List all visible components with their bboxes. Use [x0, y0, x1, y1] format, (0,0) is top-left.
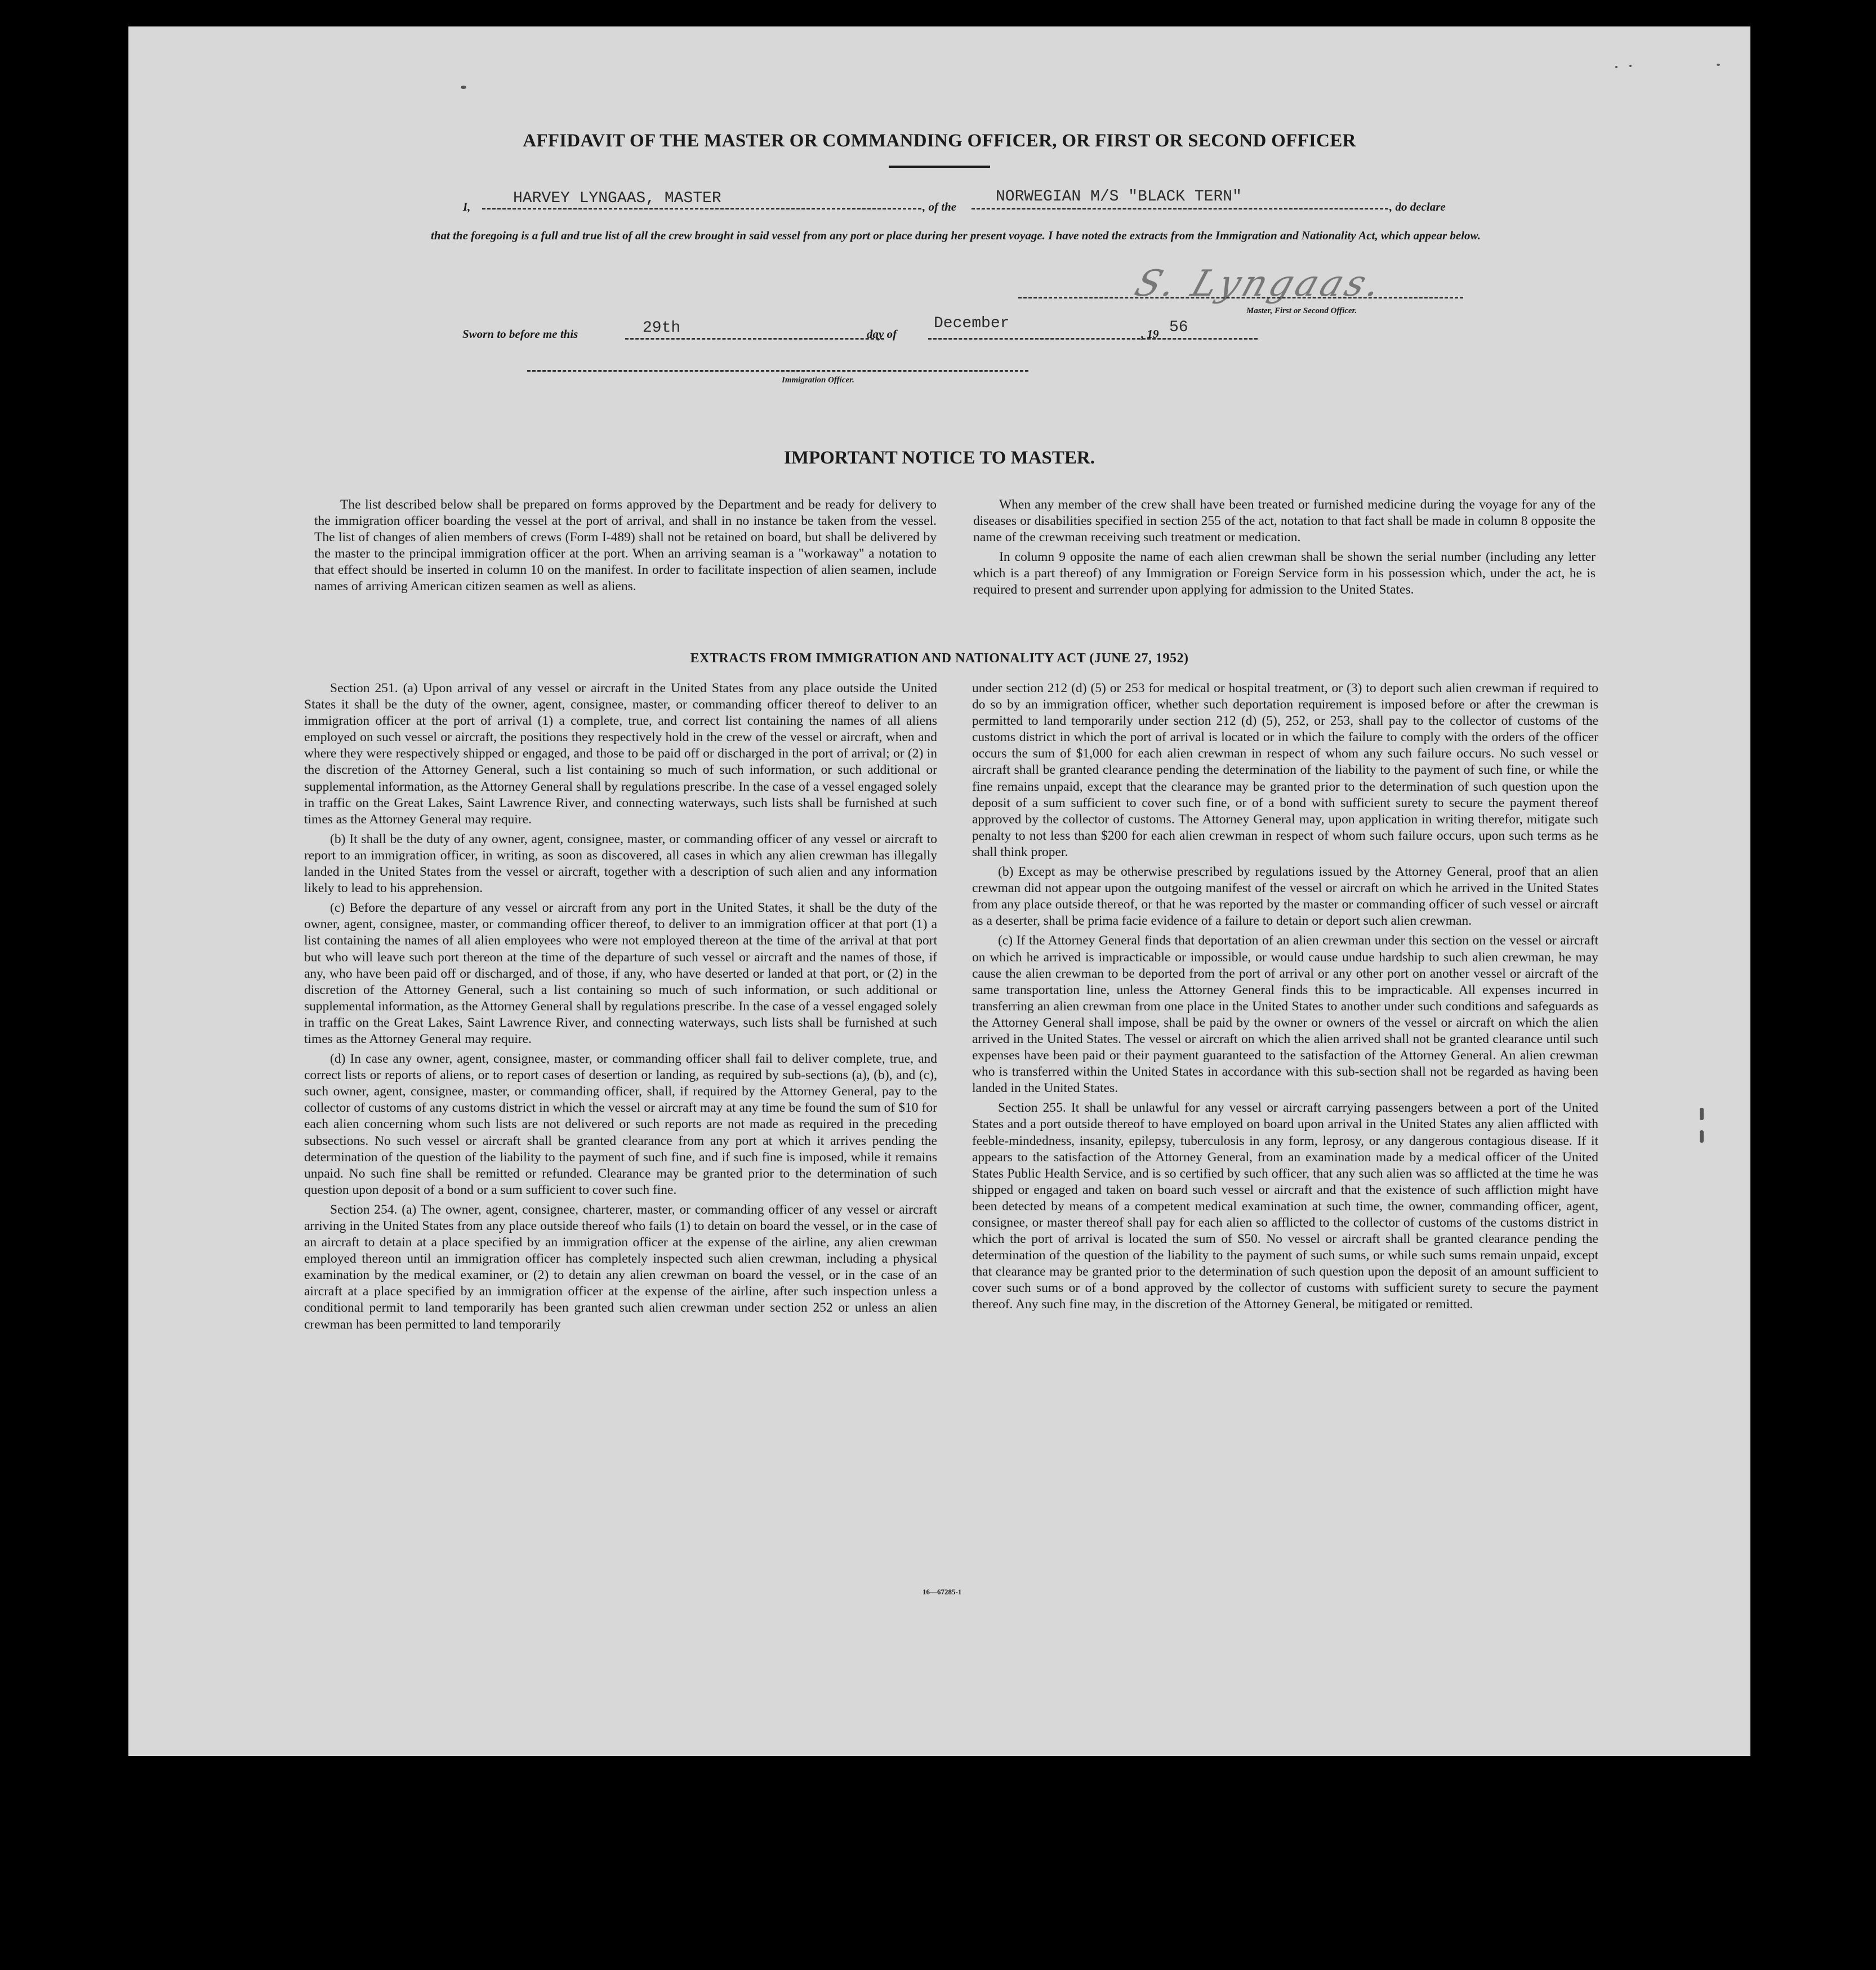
extracts-title: EXTRACTS FROM IMMIGRATION AND NATIONALITY ACT (JUNE 27, 1952) [690, 651, 1189, 666]
ink-speck [461, 86, 466, 89]
notice-left-paragraph: The list described below shall be prepared on forms approved by the Department and be ready for delivery to the immigration officer boarding the vessel at the port of arrival, and shall in no instance be taken from the vessel. The list of changes of alien members of crews (Form I-489) shall not be retained on board, but shall be delivered by the master to the principal immigration officer at the port. When an arriving seaman is a "workaway" a notation to that effect should be inserted in column 10 on the manifest. In order to facilitate inspection of alien seamen, include names of arriving American citizen seamen as well as aliens. [314, 497, 937, 594]
do-declare-label: , do declare [1389, 200, 1446, 213]
declaration-prefix: I, [463, 200, 471, 213]
extracts-right-column [972, 680, 1598, 1317]
section-255: Section 255. It shall be unlawful for any vessel or aircraft carrying passengers between a port of the United States and a port outside thereof to have employed on board upon arrival in the United States any alien afflicted with feeble-mindedness, insanity, epilepsy, tuberculosis in any form, leprosy, or any dangerous contagious disease. If it appears to the satisfaction of the Attorney General, from an examination made by a medical officer of the United States Public Health Service, and is so certified by such officer, that any such alien was so afflicted at the time he was shipped or engaged and taken on board such vessel or aircraft and that the existence of such affliction might have been detected by means of a competent medical examination at such time, the owner, commanding officer, agent, consignee, or master thereof shall pay for each alien so afflicted to the collector of customs of the customs district in which the port of arrival is located the sum of $50. No vessel or aircraft shall be granted clearance pending the determination of the question of the liability to the payment of such sums, or while such sums remain unpaid, except that clearance may be granted prior to the determination of such question upon the deposit of an amount sufficient to cover such sums or of a bond approved by the collector of customs with sufficient surety to secure the payment thereof. Any such fine may, in the discretion of the Attorney General, be mitigated or remitted. [972, 1100, 1598, 1312]
section-251-c: (c) Before the departure of any vessel or aircraft from any port in the United States, it shall be the duty of the owner, agent, consignee, master, or commanding officer thereof, to deliver to an immigration officer at that port (1) a list containing the names of all alien employees who were not employed thereon at the time of the arrival at that port but who will leave such port thereon at the time of the departure of such vessel or aircraft and the names of those, if any, who have been paid off or discharged, and of those, if any, who have deserted or landed at that port, or (2) in the discretion of the Attorney General, such a list containing so much of such information, or such additional or supplemental information, as the Attorney General shall by regulations prescribe. In the case of a vessel engaged solely in traffic on the Great Lakes, Saint Lawrence River, and connecting waterways, such lists shall be furnished at such times as the Attorney General may require. [304, 901, 937, 1046]
document-sheet [128, 26, 1750, 1756]
of-the-label: , of the [923, 200, 957, 213]
sworn-prefix: Sworn to before me this [462, 327, 578, 341]
year-prefix: , 19 [1141, 327, 1159, 341]
vessel-name-value: NORWEGIAN M/S "BLACK TERN" [996, 188, 1242, 206]
immigration-officer-line [527, 370, 1028, 372]
ink-speck [1615, 66, 1617, 68]
section-251-a: Section 251. (a) Upon arrival of any vessel or aircraft in the United States from any place outside the United States it shall be the duty of the owner, agent, consignee, master, or commanding officer thereof to deliver to an immigration officer at the port of arrival (1) a complete, true, and correct list containing the names of all aliens employed on such vessel or aircraft, the positions they respectively hold in the crew of the vessel or aircraft, when and where they were respectively shipped or engaged, and those to be paid off or discharged in the port of arrival; or (2) in the discretion of the Attorney General, such a list containing so much of such information, or such additional or supplemental information, as the Attorney General shall by regulations prescribe. In the case of a vessel engaged solely in traffic on the Great Lakes, Saint Lawrence River, and connecting waterways, such lists shall be furnished at such times as the Attorney General may require. [304, 681, 937, 827]
signature-caption: Master, First or Second Officer. [1246, 306, 1357, 315]
notice-title: IMPORTANT NOTICE TO MASTER. [784, 448, 1095, 468]
notice-right-column [973, 497, 1596, 602]
extracts-left-column [304, 680, 937, 1336]
ink-speck [1700, 1130, 1704, 1143]
section-251-b: (b) It shall be the duty of any owner, agent, consignee, master, or commanding officer of any vessel or aircraft to report to an immigration officer, in writing, as soon as discovered, all cases in which any alien crewman has illegally landed in the United States from the vessel or aircraft, together with a description of such alien and any information likely to lead to his apprehension. [304, 831, 937, 896]
day-of-label: day of [867, 327, 897, 341]
ink-speck [1629, 65, 1632, 67]
immigration-officer-caption: Immigration Officer. [782, 376, 854, 385]
form-number: 16—67285-1 [923, 1588, 962, 1596]
sworn-month-value: December [934, 315, 1010, 332]
affidavit-title: AFFIDAVIT OF THE MASTER OR COMMANDING OFFICER, OR FIRST OR SECOND OFFICER [523, 131, 1356, 151]
month-underline [928, 338, 1258, 340]
master-name-value: HARVEY LYNGAAS, MASTER [513, 190, 721, 207]
title-rule [889, 166, 990, 168]
signature-line [1018, 297, 1463, 298]
ink-speck [1717, 64, 1720, 66]
notice-left-column [314, 497, 937, 599]
notice-right-paragraph-1: When any member of the crew shall have been treated or furnished medicine during the voyage for any of the diseases or disabilities specified in section 255 of the act, notation to that fact shall be made in column 8 opposite the name of the crewman receiving such treatment or medication. [973, 497, 1596, 545]
day-underline [625, 338, 884, 340]
name-underline [482, 208, 921, 210]
master-signature: S. Lyngaas. [1129, 263, 1390, 305]
section-254-c: (c) If the Attorney General finds that deportation of an alien crewman under this section on the vessel or aircraft on which he arrived is impracticable or impossible, or would cause undue hardship to such alien crewman, he may cause the alien crewman to be deported from the port of arrival or any other port on another vessel or aircraft of the same transportation line, unless the Attorney General finds this to be impracticable. All expenses incurred in transferring an alien crewman from one place in the United States to another under such conditions and safeguards as the Attorney General shall impose, shall be paid by the owner or owners of the vessel or aircraft on which the alien arrived in the United States. The vessel or aircraft on which the alien arrived shall not be granted clearance until such expenses have been paid or their payment guaranteed to the satisfaction of the Attorney General. An alien crewman who is transferred within the United States in accordance with this sub-section shall not be regarded as having been landed in the United States. [972, 933, 1598, 1096]
sworn-day-value: 29th [643, 319, 681, 337]
section-254-a: Section 254. (a) The owner, agent, consignee, charterer, master, or commanding officer of any vessel or aircraft arriving in the United States from any place outside thereof who fails (1) to detain on board the vessel, or in the case of an aircraft to detain at a place specified by an immigration officer at the expense of the airline, any alien crewman employed thereon until an immigration officer has completely inspected such alien crewman, including a physical examination by the medical examiner, or (2) to detain any alien crewman on board the vessel, or in the case of an aircraft at a place specified by an immigration officer at the expense of the airline, after such inspection unless a conditional permit to land temporarily has been granted such alien crewman under section 252 or unless an alien crewman has been permitted to land temporarily [304, 1202, 937, 1332]
vessel-underline [972, 208, 1388, 210]
sworn-year-value: 56 [1169, 319, 1188, 336]
section-251-d: (d) In case any owner, agent, consignee, master, or commanding officer shall fail to deliver complete, true, and correct lists or reports of aliens, or to report cases of desertion or landing, as required by sub-sections (a), (b), and (c), such owner, agent, consignee, master, or commanding officer, shall, if required by the Attorney General, pay to the collector of customs of any customs district in which the vessel or aircraft may at any time be found the sum of $10 for each alien concerning whom such lists are not delivered or such reports are not made as required in the preceding subsections. No such vessel or aircraft shall be granted clearance from any port at which it arrives pending the determination of the question of the liability to the payment of such fine, and if such fine is imposed, while it remains unpaid. No such fine shall be remitted or refunded. Clearance may be granted prior to the determination of such question upon deposit of a bond or a sum sufficient to cover such fine. [304, 1051, 937, 1197]
section-254-b: (b) Except as may be otherwise prescribed by regulations issued by the Attorney General, proof that an alien crewman did not appear upon the outgoing manifest of the vessel or aircraft on which he arrived in the United States from any place outside thereof, or that he was reported by the master or commanding officer of such vessel or aircraft as a deserter, shall be prima facie evidence of a failure to detain or deport such alien crewman. [972, 864, 1598, 929]
ink-speck [1700, 1108, 1704, 1120]
notice-right-paragraph-2: In column 9 opposite the name of each alien crewman shall be shown the serial number (including any letter which is a part thereof) of any Immigration or Foreign Service form in his possession which, under the act, he is required to present and surrender upon applying for admission to the United States. [973, 550, 1596, 598]
section-254-a-continued: under section 212 (d) (5) or 253 for medical or hospital treatment, or (3) to deport such alien crewman if required to do so by an immigration officer, whether such deportation requirement is imposed before or after the crewman is permitted to land temporarily under section 212 (d) (5), 252, or 253, shall pay to the collector of customs of the customs district in which the port of arrival is located or in which the failure to comply with the orders of the officer occurs the sum of $1,000 for each alien crewman in respect of whom any such failure occurs. No such vessel or aircraft shall be granted clearance pending the determination of the liability to the payment of such fine, or while the fine remains unpaid, except that the clearance may be granted prior to the determination of such question upon the deposit of a sum sufficient to cover such fine, or of a bond with sufficient surety to secure the payment thereof approved by the collector of customs. The Attorney General may, upon application in writing therefor, mitigate such penalty to not less than $200 for each alien crewman in respect of whom such failure occurs, upon such terms as he shall think proper. [972, 681, 1598, 859]
declaration-body: that the foregoing is a full and true list of all the crew brought in said vessel from any port or place during her present voyage. I have noted the extracts from the Immigration and Nationality Act, which appear below. [431, 229, 1481, 242]
